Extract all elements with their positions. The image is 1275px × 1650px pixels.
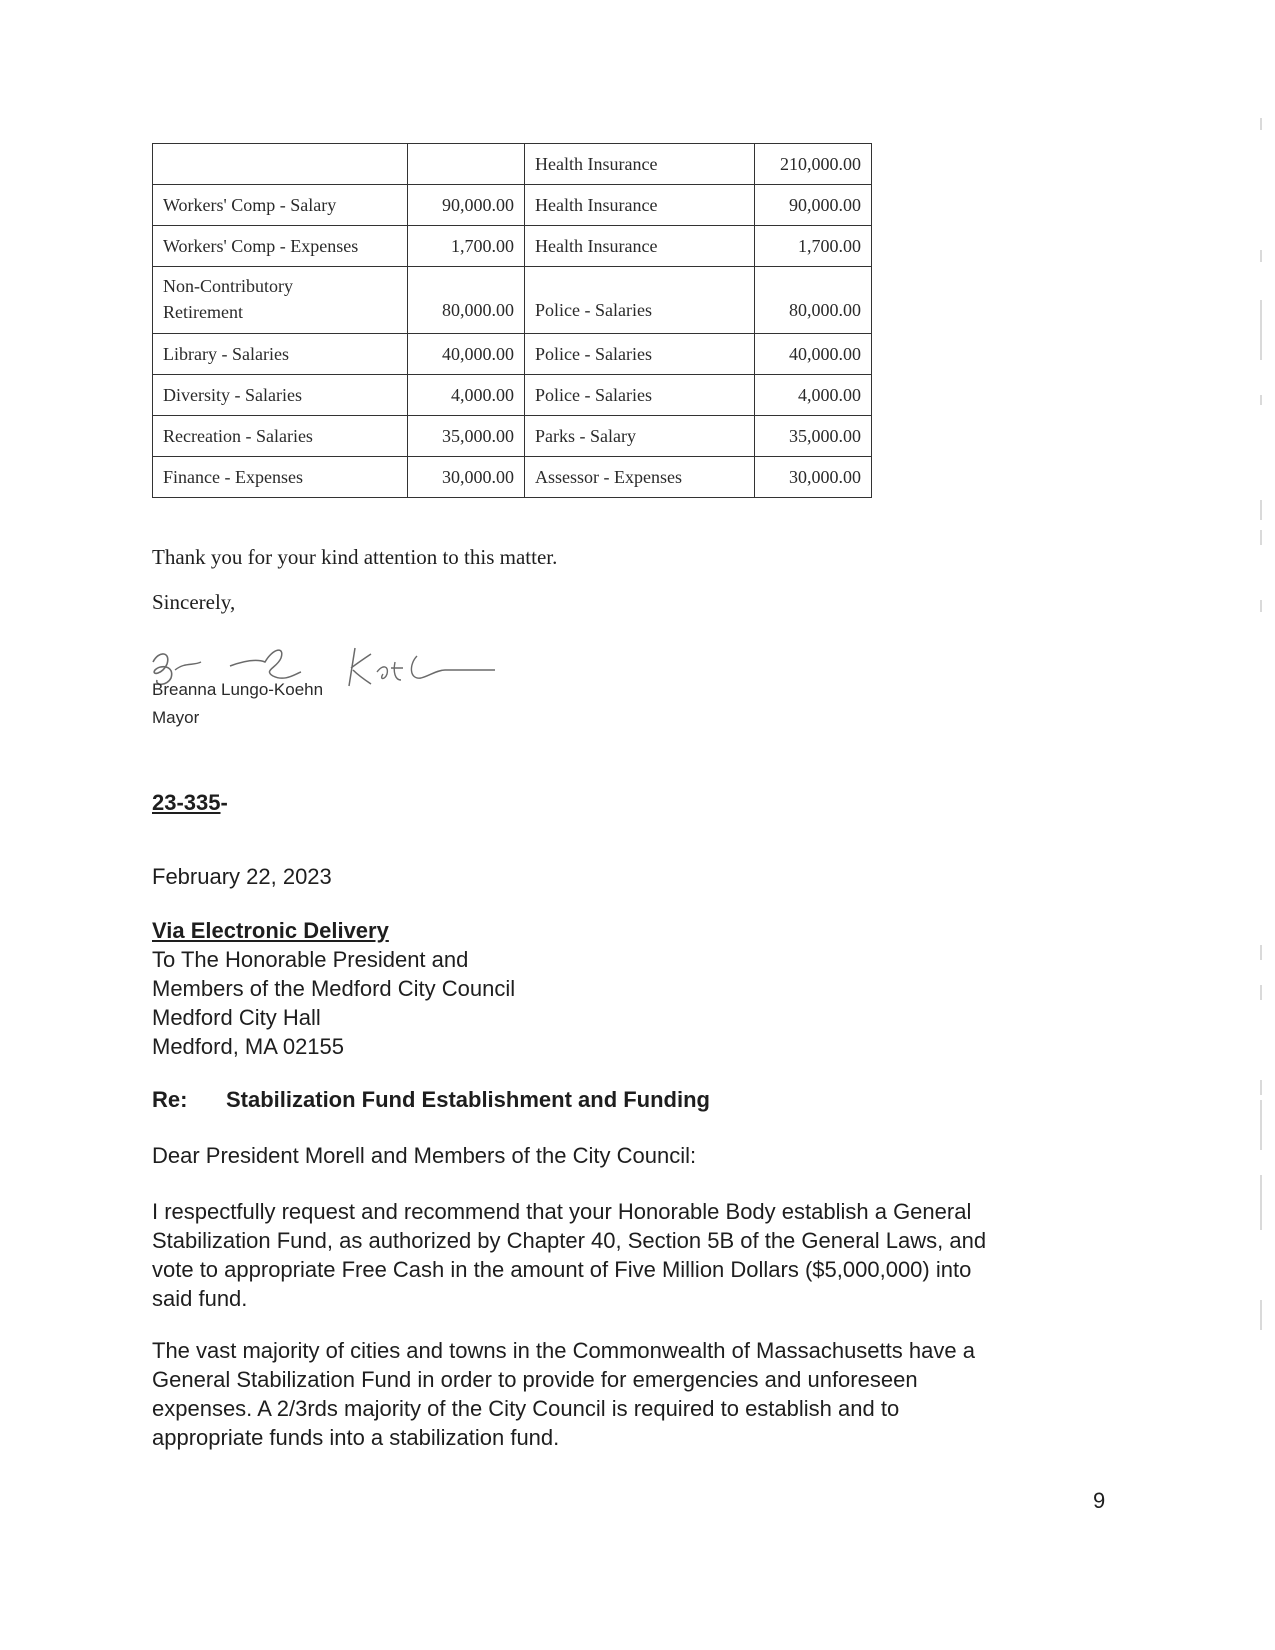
to-account-cell: Police - Salaries xyxy=(525,267,755,334)
table-row xyxy=(153,375,872,416)
from-account-line: Non-Contributory xyxy=(163,276,293,296)
to-account-cell: Health Insurance xyxy=(525,226,755,267)
letter-number-suffix: - xyxy=(220,790,228,815)
table-row xyxy=(153,334,872,375)
paragraph-line: expenses. A 2/3rds majority of the City Council is required to establish and to xyxy=(152,1396,900,1421)
table-row xyxy=(153,267,872,334)
paragraph-line: I respectfully request and recommend that your Honorable Body establish a General xyxy=(152,1199,972,1224)
to-amount-cell: 1,700.00 xyxy=(755,226,872,267)
closing-sincerely: Sincerely, xyxy=(152,590,236,614)
re-subject: Stabilization Fund Establishment and Funding xyxy=(226,1087,710,1112)
table-row xyxy=(153,416,872,457)
from-account-line: Retirement xyxy=(163,302,243,322)
paragraph-line: said fund. xyxy=(152,1286,248,1311)
from-amount-cell: 40,000.00 xyxy=(408,334,525,375)
to-amount-cell: 35,000.00 xyxy=(755,416,872,457)
paragraph-2 xyxy=(152,1336,975,1452)
transfer-table xyxy=(152,143,872,498)
from-account-cell: Workers' Comp - Salary xyxy=(153,185,408,226)
to-amount-cell: 4,000.00 xyxy=(755,375,872,416)
paragraph-line: General Stabilization Fund in order to provide for emergencies and unforeseen xyxy=(152,1367,918,1392)
from-amount-cell: 30,000.00 xyxy=(408,457,525,498)
to-amount-cell: 40,000.00 xyxy=(755,334,872,375)
to-amount-cell: 210,000.00 xyxy=(755,144,872,185)
to-account-cell: Police - Salaries xyxy=(525,334,755,375)
letter-number xyxy=(152,788,228,817)
to-account-cell: Health Insurance xyxy=(525,185,755,226)
address-line: Medford City Hall xyxy=(152,1005,321,1030)
address-line: To The Honorable President and xyxy=(152,947,469,972)
signer-title: Mayor xyxy=(152,708,200,727)
from-amount-cell: 4,000.00 xyxy=(408,375,525,416)
table-row xyxy=(153,457,872,498)
address-line: Members of the Medford City Council xyxy=(152,976,516,1001)
salutation: Dear President Morell and Members of the City Council: xyxy=(152,1143,697,1168)
to-amount-cell: 30,000.00 xyxy=(755,457,872,498)
letter-number-value: 23-335 xyxy=(152,790,221,815)
from-amount-cell: 35,000.00 xyxy=(408,416,525,457)
signer-name: Breanna Lungo-Koehn xyxy=(152,680,324,699)
paragraph-line: The vast majority of cities and towns in the Commonwealth of Massachusetts have a xyxy=(152,1338,975,1363)
scan-margin-marks xyxy=(1256,0,1266,1650)
from-account-cell: Finance - Expenses xyxy=(153,457,408,498)
table-row xyxy=(153,185,872,226)
table-row xyxy=(153,144,872,185)
from-account-cell xyxy=(153,267,408,334)
from-account-cell xyxy=(153,144,408,185)
to-account-cell: Assessor - Expenses xyxy=(525,457,755,498)
re-label: Re: xyxy=(152,1087,188,1112)
re-line xyxy=(152,1085,710,1114)
from-amount-cell: 80,000.00 xyxy=(408,267,525,334)
letter-date: February 22, 2023 xyxy=(152,864,332,889)
closing-thanks: Thank you for your kind attention to this matter. xyxy=(152,545,558,569)
table-row xyxy=(153,226,872,267)
from-account-cell: Recreation - Salaries xyxy=(153,416,408,457)
page-number: 9 xyxy=(1093,1488,1106,1513)
from-account-cell: Workers' Comp - Expenses xyxy=(153,226,408,267)
paragraph-line: appropriate funds into a stabilization fund. xyxy=(152,1425,560,1450)
from-account-cell: Library - Salaries xyxy=(153,334,408,375)
address-block xyxy=(152,916,515,1061)
paragraph-1 xyxy=(152,1197,986,1313)
from-amount-cell: 90,000.00 xyxy=(408,185,525,226)
to-amount-cell: 80,000.00 xyxy=(755,267,872,334)
address-line: Medford, MA 02155 xyxy=(152,1034,345,1059)
to-account-cell: Health Insurance xyxy=(525,144,755,185)
from-amount-cell: 1,700.00 xyxy=(408,226,525,267)
to-amount-cell: 90,000.00 xyxy=(755,185,872,226)
from-amount-cell xyxy=(408,144,525,185)
to-account-cell: Police - Salaries xyxy=(525,375,755,416)
delivery-method: Via Electronic Delivery xyxy=(152,918,389,943)
paragraph-line: vote to appropriate Free Cash in the amount of Five Million Dollars ($5,000,000) into xyxy=(152,1257,972,1282)
paragraph-line: Stabilization Fund, as authorized by Chapter 40, Section 5B of the General Laws, and xyxy=(152,1228,987,1253)
to-account-cell: Parks - Salary xyxy=(525,416,755,457)
from-account-cell: Diversity - Salaries xyxy=(153,375,408,416)
